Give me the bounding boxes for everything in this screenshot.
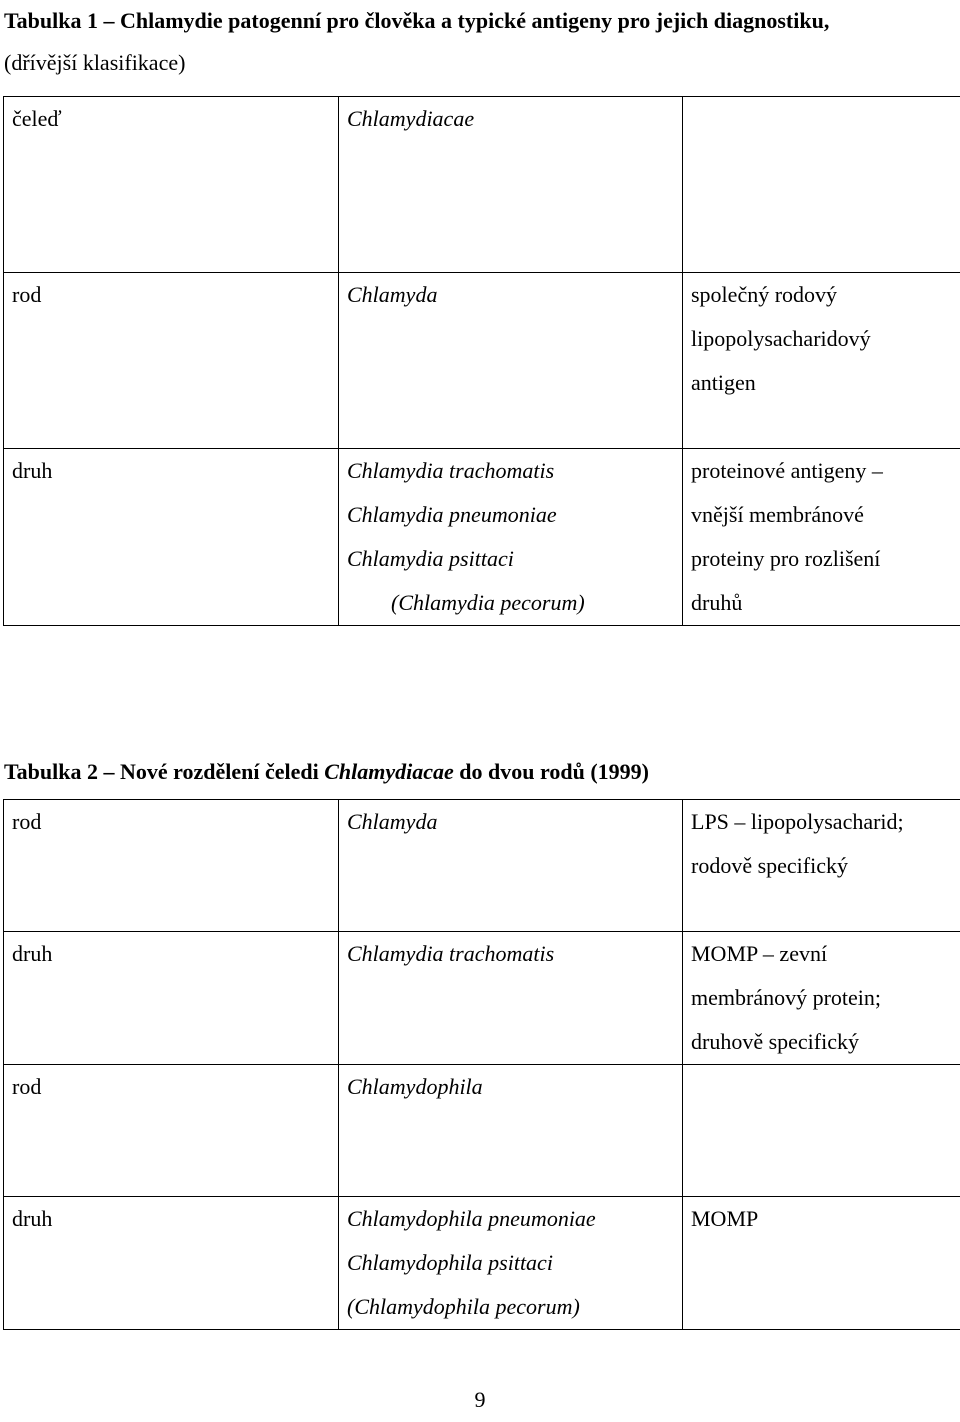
cell-text-line: čeleď: [12, 97, 338, 141]
rank-cell: [4, 449, 339, 626]
cell-text-line: Chlamydophila psittaci: [347, 1241, 682, 1285]
antigen-cell: [683, 449, 960, 626]
table-row: [4, 97, 960, 273]
cell-text-line: Chlamydia pneumoniae: [347, 493, 682, 537]
cell-text-line: vnější membránové: [691, 493, 960, 537]
rank-cell: [4, 800, 339, 932]
antigen-cell: [683, 932, 960, 1065]
table1-caption: [4, 0, 956, 84]
cell-text-line: druhů: [691, 581, 960, 625]
cell-text-line: druh: [12, 449, 338, 493]
cell-text-line: rod: [12, 800, 338, 844]
cell-text-line: Chlamydophila pneumoniae: [347, 1197, 682, 1241]
cell-text-line: rod: [12, 273, 338, 317]
rank-cell: [4, 1065, 339, 1197]
cell-text-line: Chlamydia trachomatis: [347, 449, 682, 493]
cell-text-line: druh: [12, 1197, 338, 1241]
cell-text-line: druh: [12, 932, 338, 976]
cell-text-line: (Chlamydophila pecorum): [347, 1285, 682, 1329]
cell-text-line: proteiny pro rozlišení: [691, 537, 960, 581]
table-row: [4, 1065, 960, 1197]
taxon-cell: [339, 273, 683, 449]
rank-cell: [4, 1197, 339, 1330]
cell-text-line: antigen: [691, 361, 960, 405]
antigen-cell: [683, 800, 960, 932]
table2-caption: Tabulka 2 – Nové rozdělení čeledi Chlamydiacae do dvou rodů (1999): [4, 750, 956, 794]
cell-text-line: Chlamydia psittaci: [347, 537, 682, 581]
taxon-cell: [339, 1065, 683, 1197]
cell-text-line: Chlamyda: [347, 273, 682, 317]
cell-text-line: Chlamydiacae: [347, 97, 682, 141]
rank-cell: [4, 932, 339, 1065]
rank-cell: [4, 97, 339, 273]
cell-text-line: MOMP: [691, 1197, 960, 1241]
page-number: 9: [0, 1378, 960, 1422]
antigen-cell: [683, 1197, 960, 1330]
taxon-cell: [339, 932, 683, 1065]
antigen-cell: [683, 97, 960, 273]
cell-text-line: Chlamydia trachomatis: [347, 932, 682, 976]
table-row: [4, 449, 960, 626]
antigen-cell: [683, 273, 960, 449]
cell-text-line: lipopolysacharidový: [691, 317, 960, 361]
table-row: [4, 800, 960, 932]
cell-text-line: proteinové antigeny –: [691, 449, 960, 493]
table1-caption-title: Tabulka 1 – Chlamydie patogenní pro člověka a typické antigeny pro jejich diagnostiku,: [4, 8, 829, 33]
table1-caption-subtitle: (dřívější klasifikace): [4, 50, 185, 75]
antigen-cell: [683, 1065, 960, 1197]
taxon-cell: [339, 97, 683, 273]
cell-text-line: rod: [12, 1065, 338, 1109]
taxon-cell: [339, 1197, 683, 1330]
cell-text-line: membránový protein;: [691, 976, 960, 1020]
taxon-cell: [339, 800, 683, 932]
table2: [3, 799, 960, 1330]
table-row: [4, 932, 960, 1065]
cell-text-line: (Chlamydia pecorum): [347, 581, 682, 625]
taxon-cell: [339, 449, 683, 626]
cell-text-line: Chlamyda: [347, 800, 682, 844]
cell-text-line: MOMP – zevní: [691, 932, 960, 976]
rank-cell: [4, 273, 339, 449]
table-row: [4, 273, 960, 449]
table1: [3, 96, 960, 626]
cell-text-line: společný rodový: [691, 273, 960, 317]
table-row: [4, 1197, 960, 1330]
cell-text-line: druhově specifický: [691, 1020, 960, 1064]
cell-text-line: LPS – lipopolysacharid;: [691, 800, 960, 844]
cell-text-line: rodově specifický: [691, 844, 960, 888]
cell-text-line: Chlamydophila: [347, 1065, 682, 1109]
